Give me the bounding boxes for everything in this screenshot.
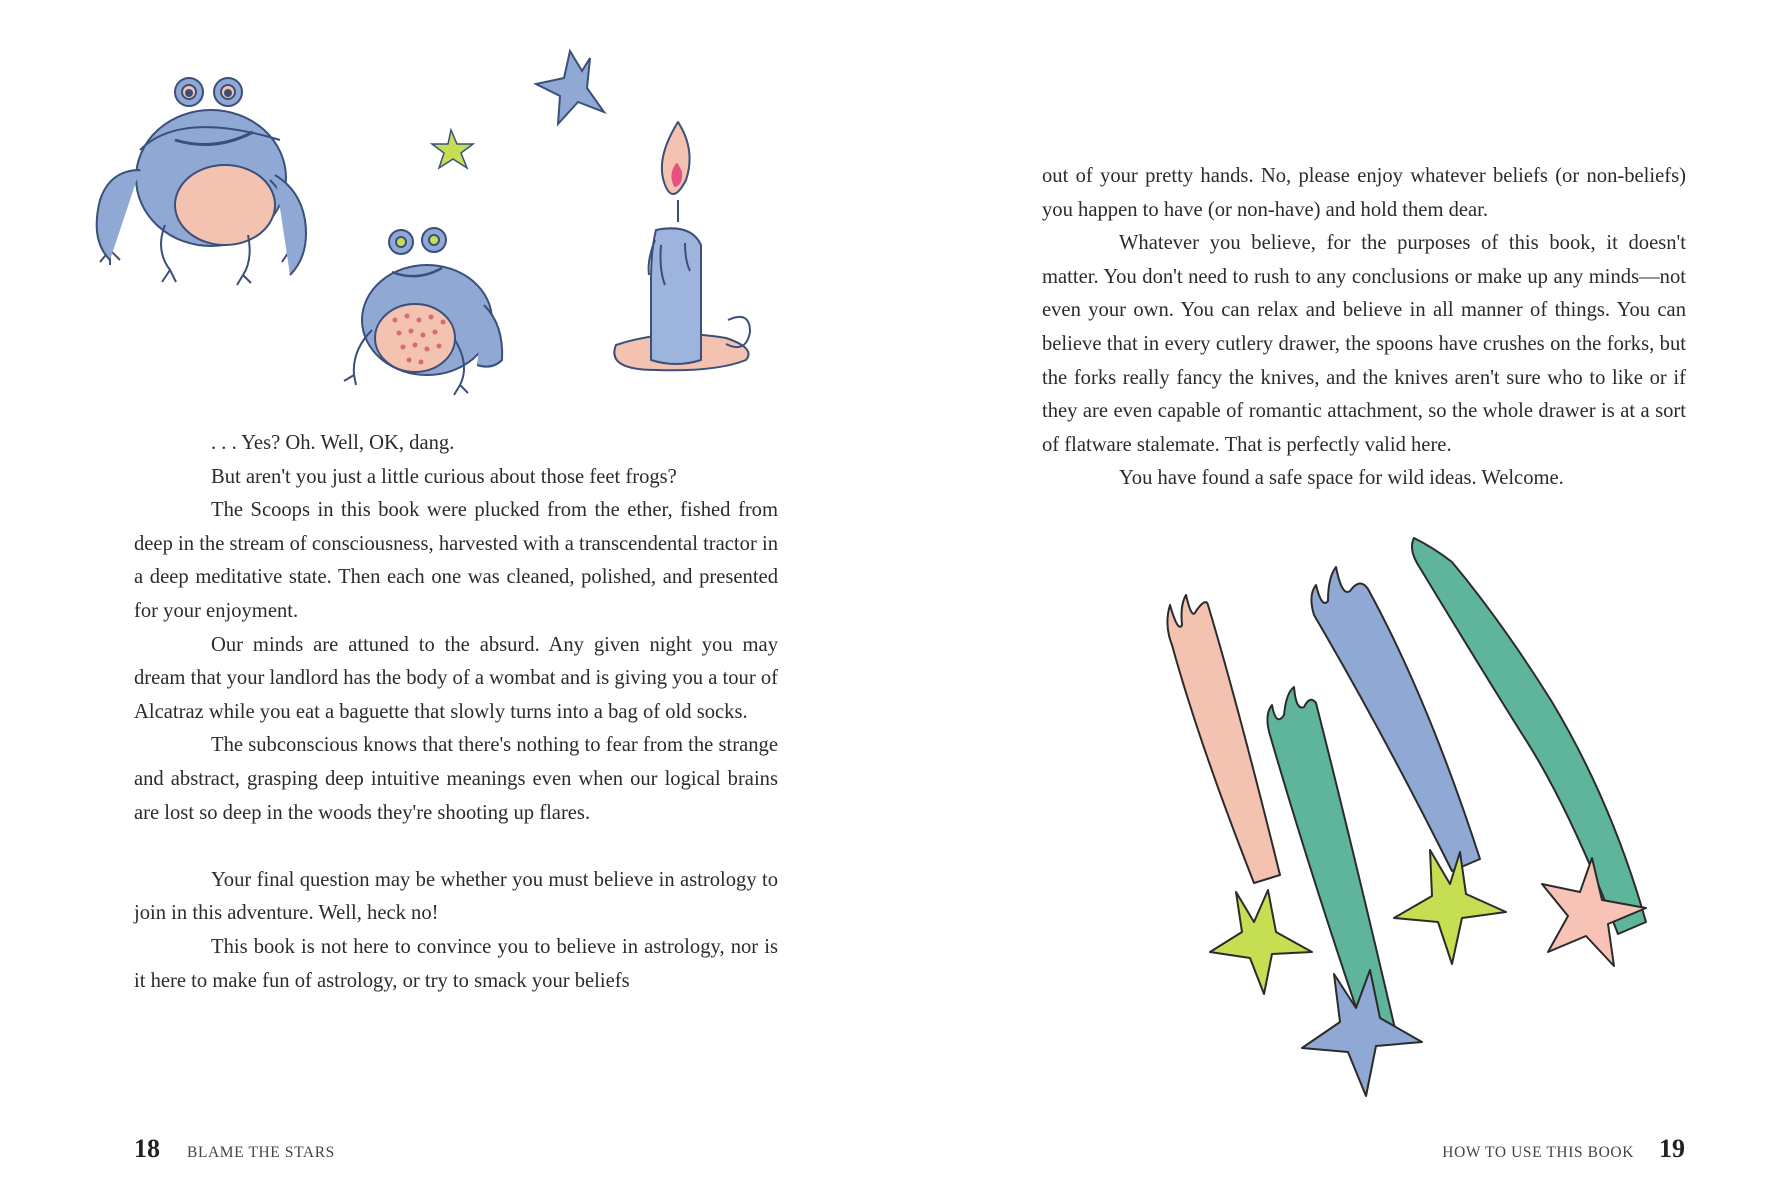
paragraph: Your final question may be whether you must believe in astrology to join in this adventure. Well, heck no!: [134, 868, 778, 925]
candle-illustration: [614, 122, 750, 370]
blue-star-icon: [1302, 970, 1422, 1096]
paragraph: This book is not here to convince you to believe in astrology, nor is it here to make fun of astrology, or try to smack your beliefs: [134, 935, 778, 992]
left-page-body-text: [134, 427, 778, 998]
small-spotted-frog: [344, 228, 502, 395]
lime-star-icon: [432, 130, 473, 168]
peach-streak: [1167, 595, 1280, 883]
paragraph: But aren't you just a little curious about those feet frogs?: [211, 465, 677, 488]
left-page-footer: [134, 1134, 335, 1164]
blue-star-icon: [536, 51, 604, 124]
page-number: 19: [1659, 1134, 1685, 1163]
teal-streak: [1267, 687, 1396, 1043]
paragraph: You have found a safe space for wild ideas. Welcome.: [1119, 467, 1564, 490]
right-page-body-text: [1042, 160, 1686, 496]
paragraph: Our minds are attuned to the absurd. Any given night you may dream that your landlord has the body of a wombat and is giving you a tour of Alcatraz while you eat a baguette that slowly turns into a bag of old socks.: [134, 633, 778, 723]
paragraph: Whatever you believe, for the purposes of this book, it doesn't matter. You don't need to rush to any conclusions or make up any minds—not even your own. You can relax and believe in all manner of things. You can believe that in every cutlery drawer, the spoons have crushes on the forks, but the forks really fancy the knives, and the knives aren't sure who to like or if they are even capable of romantic attachment, so the whole drawer is at a sort of flatware stalemate. That is perfectly valid here.: [1042, 232, 1686, 456]
running-head: BLAME THE STARS: [187, 1144, 335, 1161]
right-page-footer: [1442, 1134, 1685, 1164]
right-page: [892, 0, 1784, 1204]
page-number: 18: [134, 1134, 160, 1163]
frogs-and-candle-illustration: [0, 0, 892, 420]
running-head: HOW TO USE THIS BOOK: [1442, 1144, 1634, 1161]
paragraph: . . . Yes? Oh. Well, OK, dang.: [211, 432, 455, 454]
shooting-stars-illustration: [892, 540, 1784, 1100]
teal-streak: [1412, 538, 1646, 934]
paragraph: The subconscious knows that there's nothing to fear from the strange and abstract, grasping deep intuitive meanings even when our logical brains are lost so deep in the woods they're shooting up flares.: [134, 734, 778, 824]
lime-star-icon: [1210, 890, 1312, 994]
large-frog: [97, 78, 306, 285]
paragraph: out of your pretty hands. No, please enjoy whatever beliefs (or non-beliefs) you happen to have (or non-have) and hold them dear.: [1042, 165, 1686, 221]
paragraph: The Scoops in this book were plucked from the ether, fished from deep in the stream of consciousness, harvested with a transcendental tractor in a deep meditative state. Then each one was cleaned, polished, and presented for your enjoyment.: [134, 499, 778, 622]
